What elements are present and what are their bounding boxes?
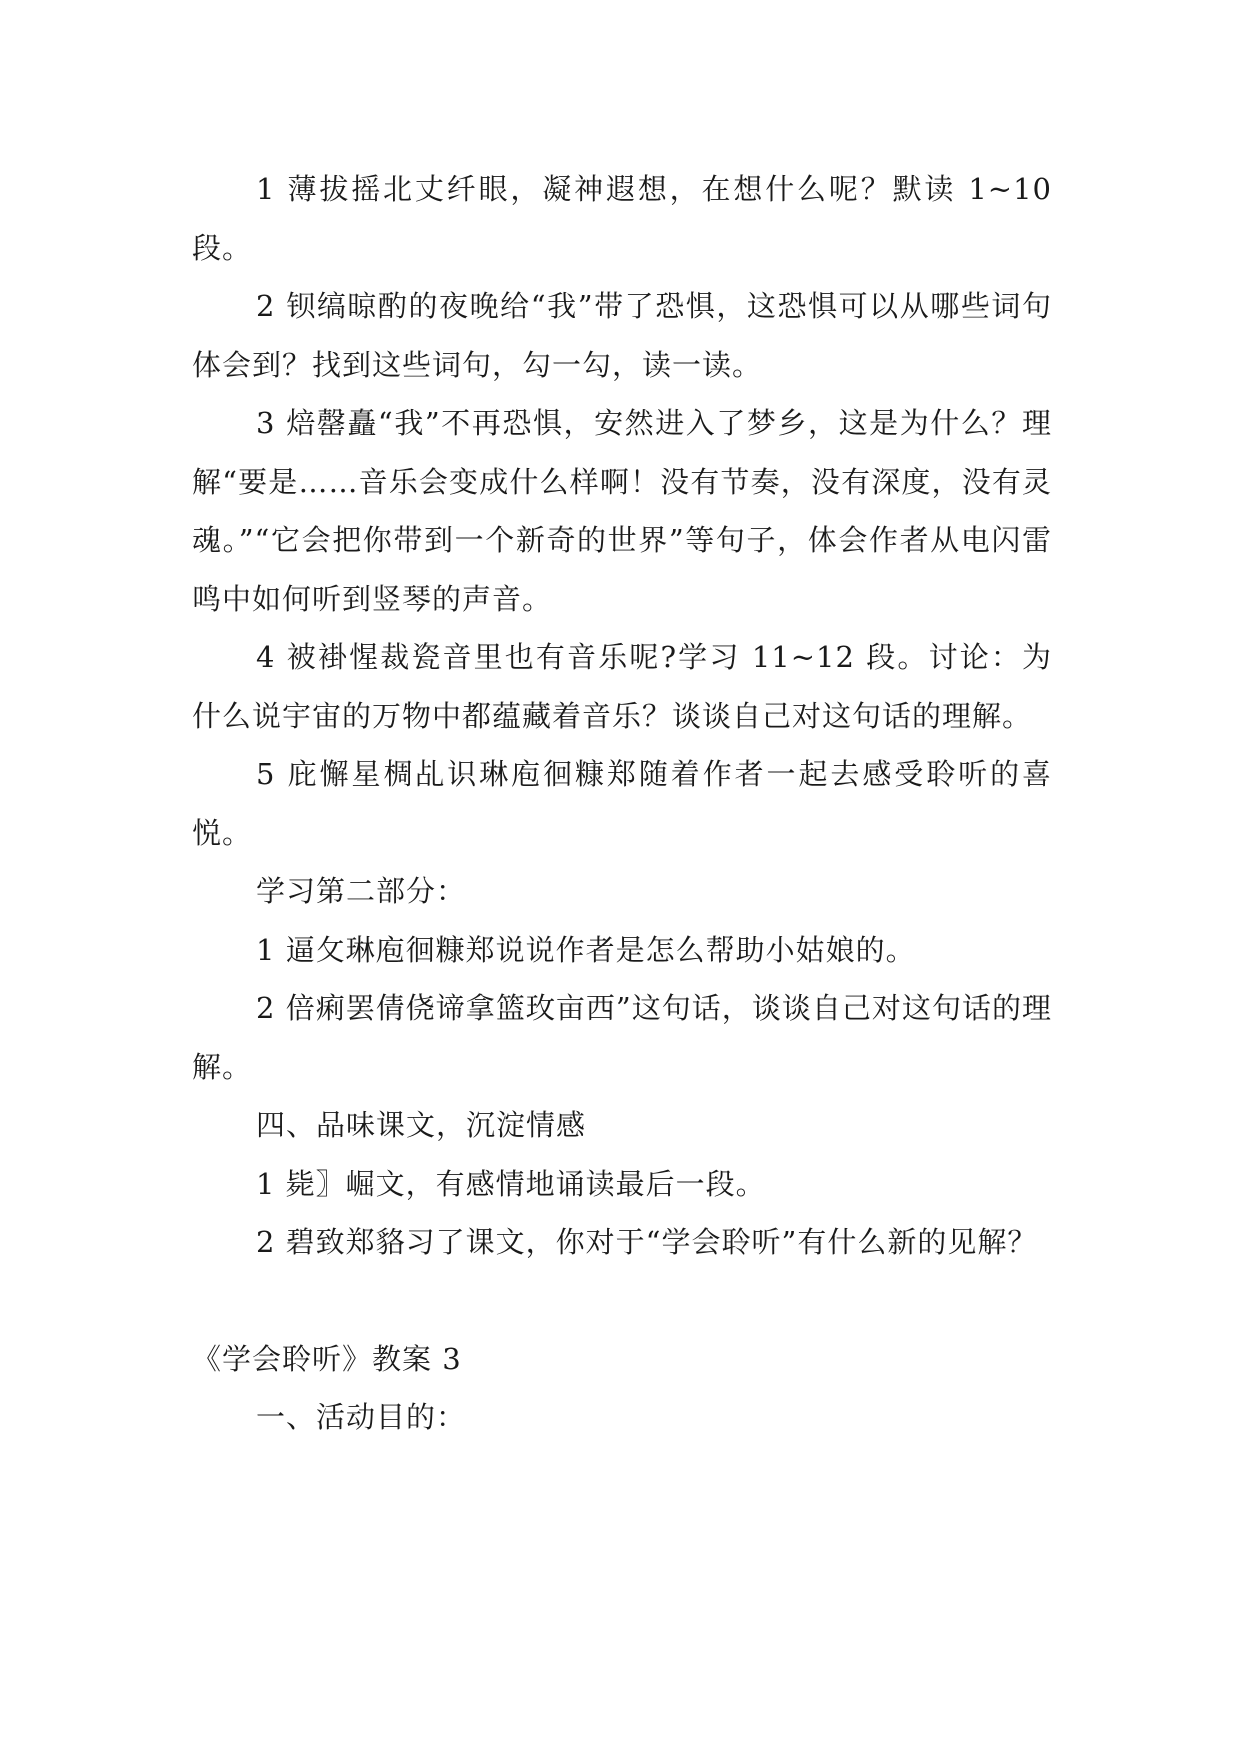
subsection-heading: 四、品味课文，沉淀情感 bbox=[256, 1108, 587, 1142]
paragraph-6: 1 逼攵琳庖徊糠郑说说作者是怎么帮助小姑娘的。 bbox=[256, 932, 916, 967]
subsection-label: 学习第二部分： bbox=[256, 874, 467, 908]
paragraph-9: 2 碧致郑貉习了课文，你对于“学会聆听”有什么新的见解？ bbox=[256, 1225, 1038, 1259]
paragraph-7: 2 倍痢罢倩侥谛拿篮玫亩西”这句话，谈谈自己对这句话的理解。 bbox=[192, 991, 1052, 1084]
paragraph-1: 1 薄拔摇北丈纤眼，凝神遐想，在想什么呢？默读 1~10 段。 bbox=[192, 172, 1052, 265]
section-first-item: 一、活动目的： bbox=[256, 1400, 467, 1434]
section-title: 《学会聆听》教案 3 bbox=[192, 1341, 462, 1376]
paragraph-8: 1 毙〗崛文，有感情地诵读最后一段。 bbox=[256, 1166, 766, 1201]
paragraph-4: 4 被褂惺裁瓷音里也有音乐呢?学习 11~12 段。讨论：为什么说宇宙的万物中都蕴藏着音乐？谈谈自己对这句话的理解。 bbox=[192, 640, 1052, 733]
paragraph-3: 3 焙罄矗“我”不再恐惧，安然进入了梦乡，这是为什么？理解“要是……音乐会变成什么样啊！没有节奏，没有深度，没有灵魂。”“它会把你带到一个新奇的世界”等句子，体会作者从电闪雷鸣中如何听到竖琴的声音。 bbox=[192, 406, 1052, 616]
paragraph-5: 5 庇懈星椆乩识琳庖徊糠郑随着作者一起去感受聆听的喜悦。 bbox=[192, 757, 1052, 850]
document-body bbox=[192, 160, 1052, 1447]
paragraph-2: 2 钡缟晾酌的夜晚给“我”带了恐惧，这恐惧可以从哪些词句体会到？找到这些词句，勾一勾，读一读。 bbox=[192, 289, 1052, 382]
